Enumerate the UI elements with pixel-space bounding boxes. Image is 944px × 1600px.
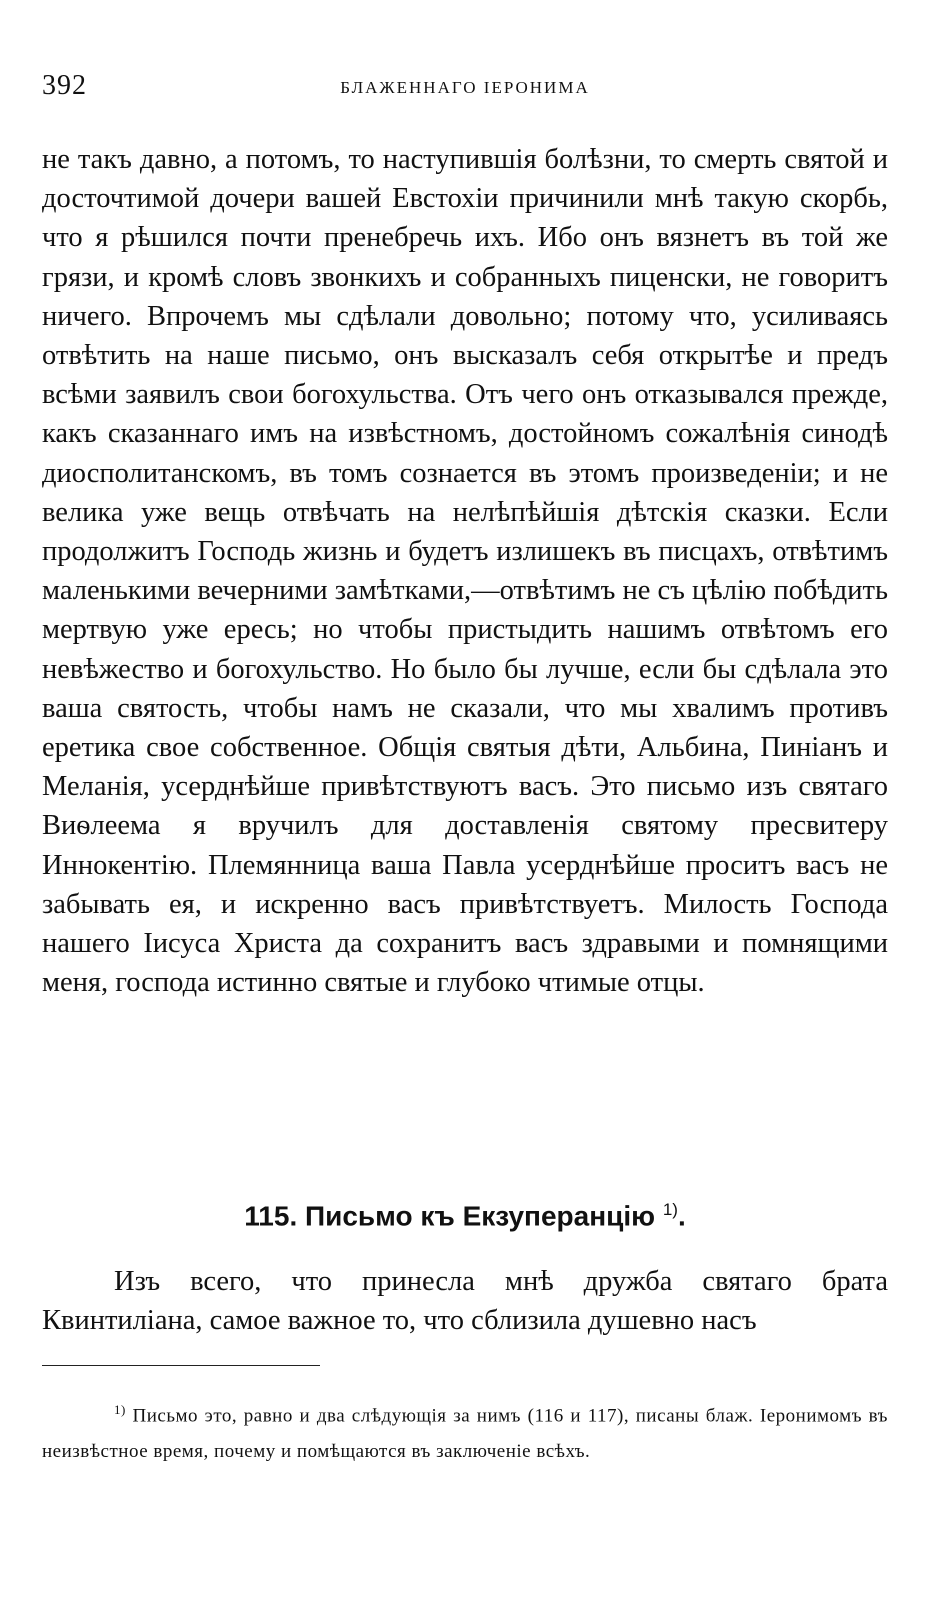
letter-heading	[42, 1200, 888, 1232]
footnote	[42, 1392, 888, 1470]
letter-text-block	[42, 1262, 888, 1340]
main-paragraph: не такъ давно, а потомъ, то наступившія болѣзни, то смерть святой и досточтимой дочери вашей Евстохіи причинили мнѣ такую скорбь, что я рѣшился почти пренебречь ихъ. Ибо онъ вязнетъ въ той же грязи, и кромѣ словъ звонкихъ и собранныхъ пиценски, не говоритъ ничего. Впрочемъ мы сдѣлали довольно; потому что, усиливаясь отвѣтить на наше письмо, онъ высказалъ себя открытѣе и предъ всѣми заявилъ свои богохульства. Отъ чего онъ отказывался прежде, какъ сказаннаго имъ на извѣстномъ, достойномъ сожалѣнія синодѣ диосполитанскомъ, въ томъ сознается въ этомъ произведеніи; и не велика уже вещь отвѣчать на нелѣпѣйшія дѣтскія сказки. Если продолжитъ Господь жизнь и будетъ излишекъ въ писцахъ, отвѣтимъ маленькими вечерними замѣтками,—отвѣтимъ не съ цѣлію побѣдить мертвую уже ересь; но чтобы пристыдить нашимъ отвѣтомъ его невѣжество и богохульство. Но было бы лучше, если бы сдѣлала это ваша святость, чтобы намъ не сказали, что мы хвалимъ противъ еретика свое собственное. Общія святыя дѣти, Альбина, Пиніанъ и Меланія, усерднѣйше привѣтствуютъ васъ. Это письмо изъ святаго Виѳлеема я вручилъ для доставленія святому пресвитеру Иннокентію. Племянница ваша Павла усерднѣйше проситъ васъ не забывать ея, и искренно васъ привѣтствуетъ. Милость Господа нашего Іисуса Христа да сохранитъ васъ здравыми и помнящими меня, господа истинно святые и глубоко чтимые отцы.	[42, 144, 888, 999]
footnote-marker: 1)	[114, 1402, 126, 1417]
footnote-divider	[42, 1365, 320, 1366]
page-header	[42, 70, 888, 110]
letter-heading-text: 115. Письмо къ Екзуперанцію	[244, 1200, 656, 1232]
heading-period: .	[677, 1200, 686, 1232]
heading-footnote-marker: 1)	[662, 1200, 678, 1219]
main-text-block	[42, 140, 888, 1002]
running-title: БЛАЖЕННАГО ІЕРОНИМА	[340, 78, 590, 97]
page-number: 392	[42, 70, 87, 101]
footnote-text: Письмо это, равно и два слѣдующія за нимъ (116 и 117), писаны блаж. Іеронимомъ въ неизвѣстное время, почему и помѣщаются въ заключеніе всѣхъ.	[42, 1405, 888, 1463]
letter-paragraph: Изъ всего, что принесла мнѣ дружба святаго брата Квинтиліана, самое важное то, что сблизила душевно насъ	[42, 1266, 888, 1336]
